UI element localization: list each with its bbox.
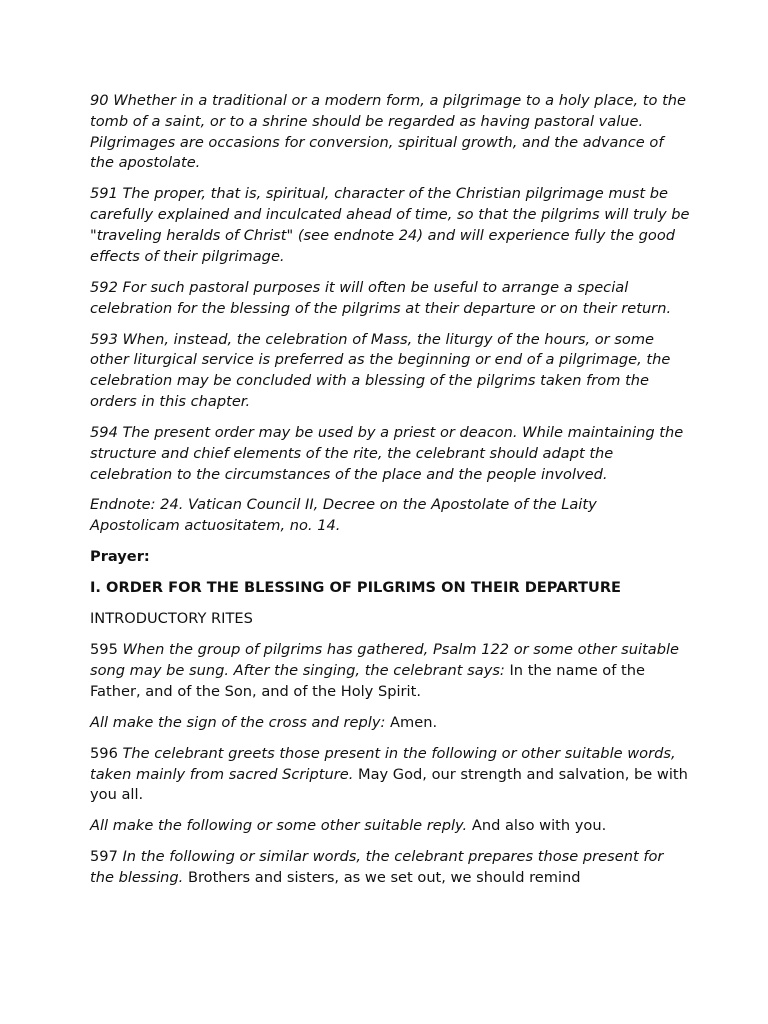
paragraph-591: 591 The proper, that is, spiritual, character of the Christian pilgrimage must be carefully explained and inculcated ahead of time, so that the pilgrims will truly be "traveling heralds of Christ" (see endnote 24) and will experience fully the good effects of their pilgrimage. <box>90 185 690 265</box>
response-reply <box>90 816 690 837</box>
endnote <box>90 495 690 537</box>
spoken-text: Brothers and sisters, as we set out, we should remind <box>187 869 581 887</box>
section-label: INTRODUCTORY RITES <box>90 610 253 628</box>
spoken-text: In the name of the Father, and of the Son, and of the Holy Spirit. <box>90 662 645 700</box>
paragraph-90: 90 Whether in a traditional or a modern form, a pilgrimage to a holy place, to the tomb of a saint, or to a shrine should be regarded as having pastoral value. Pilgrimages are occasions for conversion, spiritual growth, and the advance of the apostolate. <box>90 92 687 172</box>
document-page <box>90 91 690 899</box>
endnote-prefix: Endnote: 24. Vatican Council II, Decree on the Apostolate of the Laity <box>90 496 597 514</box>
endnote-document-title: Apostolicam actuositatem, <box>90 517 286 535</box>
paragraph-594: 594 The present order may be used by a priest or deacon. While maintaining the structure and chief elements of the rite, the celebrant should adapt the celebration to the circumstances of the place and the people involved. <box>90 423 684 483</box>
paragraph-593: 593 When, instead, the celebration of Mass, the liturgy of the hours, or some other liturgical service is preferred as the beginning or end of a pilgrimage, the celebration may be concluded with a blessing of the pilgrims taken from the orders in this chapter. <box>90 330 671 410</box>
rubric-text: The celebrant greets those present in the following or other suitable words, taken mainly from sacred Scripture. <box>90 744 676 783</box>
paragraph-number: 595 <box>90 641 118 659</box>
rubric-text: All make the following or some other suitable reply. <box>90 817 468 835</box>
paragraph-592: 592 For such pastoral purposes it will often be useful to arrange a special celebration for the blessing of the pilgrims at their departure or on their return. <box>90 278 672 317</box>
spoken-text: Amen. <box>390 713 438 731</box>
paragraph-597 <box>90 847 690 889</box>
paragraph-number: 596 <box>90 744 118 762</box>
paragraph-number: 597 <box>90 848 118 866</box>
response-cross <box>90 713 690 734</box>
spoken-text: And also with you. <box>471 817 607 835</box>
endnote-suffix: no. 14. <box>289 517 341 535</box>
rubric-text: All make the sign of the cross and reply: <box>90 713 386 731</box>
paragraph-595 <box>90 640 690 702</box>
order-heading: I. ORDER FOR THE BLESSING OF PILGRIMS ON THEIR DEPARTURE <box>90 579 622 597</box>
spoken-text: May God, our strength and salvation, be with you all. <box>90 765 688 804</box>
rubric-text: When the group of pilgrims has gathered, Psalm 122 or some other suitable song may be sung. After the singing, the celebrant says: <box>90 641 680 680</box>
prayer-label: Prayer: <box>90 548 150 566</box>
rubric-text: In the following or similar words, the celebrant prepares those present for the blessing. <box>90 848 664 887</box>
paragraph-596 <box>90 744 690 806</box>
